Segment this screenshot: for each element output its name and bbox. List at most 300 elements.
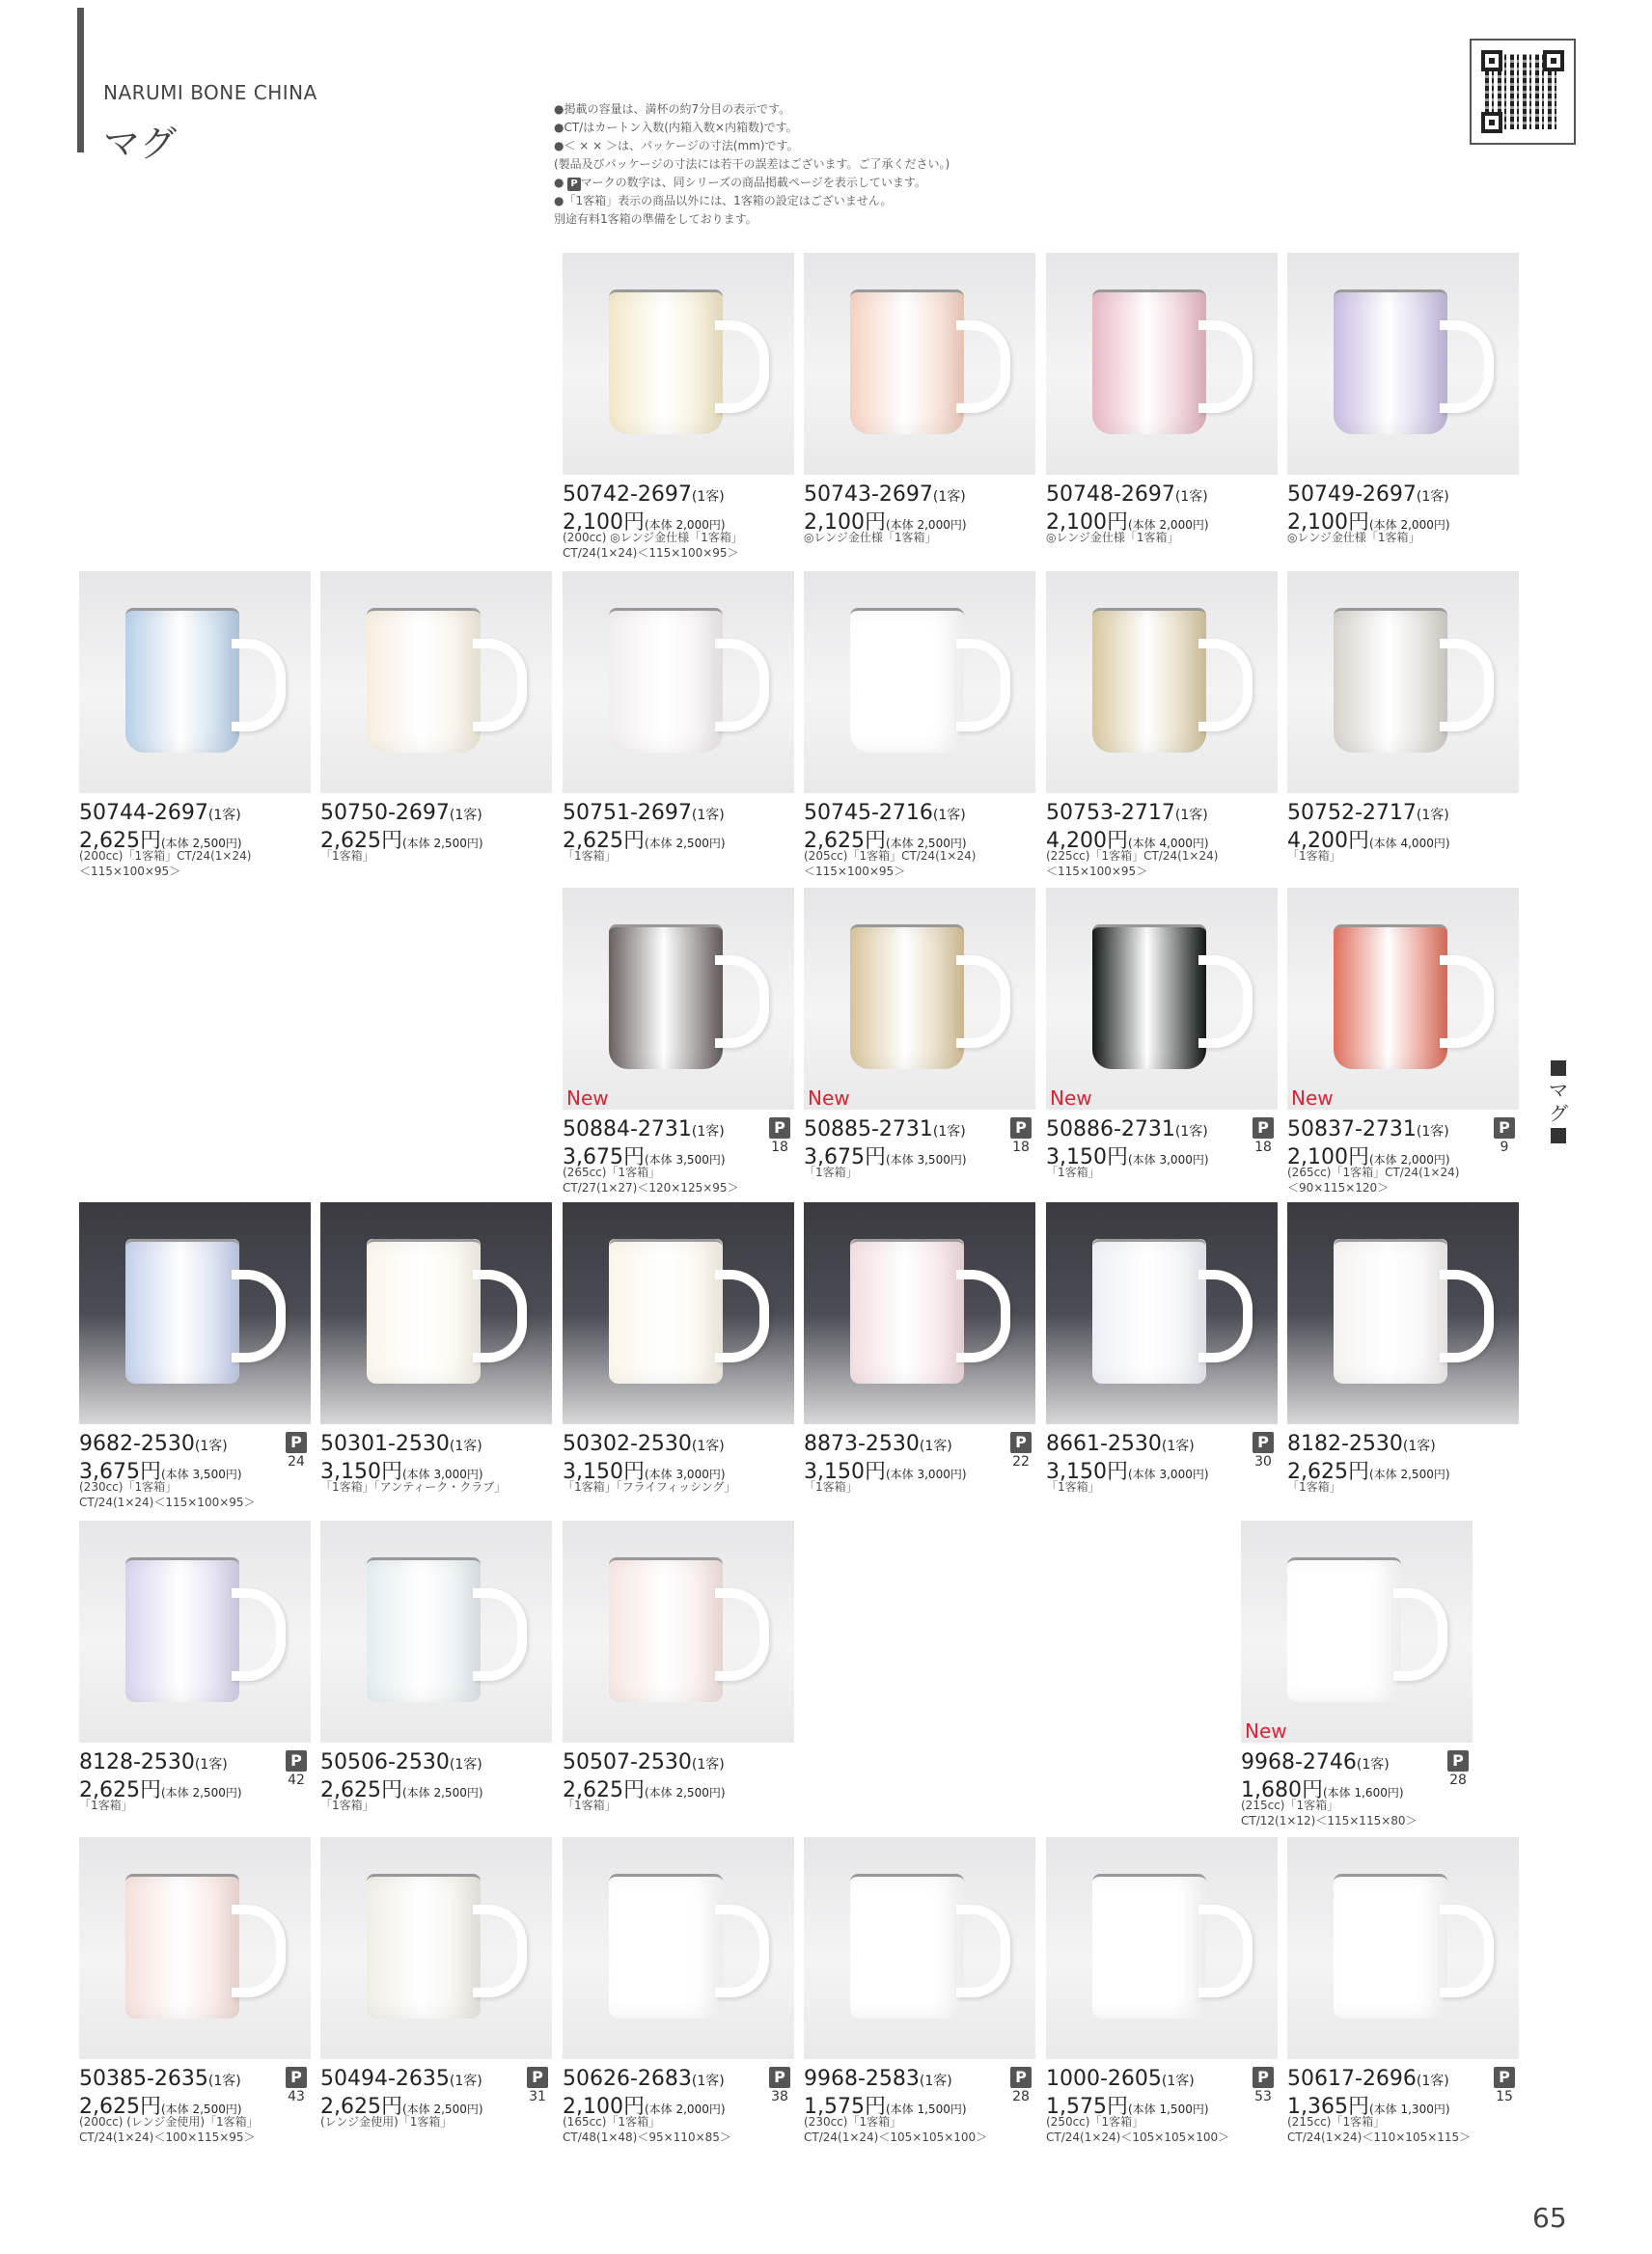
- p-mark-icon: P: [286, 2067, 307, 2088]
- product-card[interactable]: [320, 1202, 552, 1530]
- product-code: [1241, 1750, 1390, 1774]
- product-code: [1287, 1432, 1436, 1456]
- p-mark-icon: P: [1447, 1750, 1469, 1772]
- product-detail: 「1客箱」: [804, 1166, 858, 1179]
- price-text: 3,150円: [563, 1460, 645, 1484]
- product-card[interactable]: [563, 253, 794, 581]
- product-card[interactable]: [1287, 253, 1519, 581]
- price-base: (本体 2,500円): [644, 837, 726, 850]
- mug-handle: [715, 1588, 769, 1681]
- product-code-text: 9968-2583: [804, 2067, 920, 2091]
- series-page-number: 43: [288, 2089, 305, 2104]
- mug-handle: [1440, 1270, 1494, 1362]
- page-title: マグ: [103, 123, 178, 165]
- qr-finder: [1543, 50, 1564, 71]
- header-accent-bar: [77, 8, 84, 152]
- price-text: 1,365円: [1287, 2095, 1369, 2119]
- product-card[interactable]: [804, 253, 1035, 581]
- mug-icon: [125, 1557, 239, 1702]
- price-text: 2,625円: [320, 2095, 402, 2119]
- product-code: [1046, 2067, 1195, 2091]
- product-code: [804, 1117, 966, 1141]
- product-detail: CT/24(1×24)＜110×105×115＞: [1287, 2130, 1472, 2144]
- price-base: (本体 3,000円): [644, 1468, 726, 1481]
- product-count: (1客): [1416, 1124, 1449, 1140]
- mug-icon: [1092, 289, 1206, 434]
- series-page-ref[interactable]: [1447, 1750, 1469, 1788]
- product-code-text: 50886-2731: [1046, 1117, 1175, 1141]
- mug-handle: [715, 639, 769, 731]
- mug-rim: [850, 1239, 964, 1250]
- series-page-ref[interactable]: [286, 1432, 307, 1470]
- mug-rim: [1334, 1874, 1447, 1884]
- product-detail: ＜115×100×95＞: [1046, 865, 1148, 878]
- mug-handle: [1198, 955, 1253, 1048]
- price-base: (本体 2,000円): [644, 2103, 726, 2116]
- product-code: [563, 1750, 725, 1774]
- product-photo: [563, 1837, 794, 2059]
- notes-block: [554, 100, 950, 229]
- product-card[interactable]: [804, 888, 1035, 1216]
- new-badge: New: [1291, 1086, 1334, 1110]
- product-code-text: 50750-2697: [320, 801, 450, 825]
- product-detail: CT/27(1×27)＜120×125×95＞: [563, 1181, 739, 1195]
- product-count: (1客): [449, 808, 482, 823]
- series-page-number: 28: [1012, 2089, 1030, 2104]
- p-mark-icon: P: [1253, 1117, 1274, 1139]
- product-count: (1客): [1174, 489, 1208, 505]
- product-detail: (200cc) ◎レンジ金仕様「1客箱」: [563, 531, 743, 544]
- product-card[interactable]: [79, 571, 311, 899]
- product-count: (1客): [194, 1757, 228, 1773]
- product-card[interactable]: [320, 1521, 552, 1849]
- price-text: 1,575円: [1046, 2095, 1128, 2119]
- mug-handle: [1198, 320, 1253, 413]
- price-base: (本体 2,000円): [1127, 518, 1209, 532]
- mug-rim: [1092, 1874, 1206, 1884]
- price-base: (本体 2,500円): [160, 2103, 242, 2116]
- price-text: 1,680円: [1241, 1778, 1323, 1802]
- product-detail: (265cc)「1客箱」CT/24(1×24): [1287, 1166, 1460, 1179]
- product-photo: [563, 253, 794, 475]
- new-badge: New: [1245, 1719, 1287, 1743]
- product-detail: ◎レンジ金仕様「1客箱」: [1287, 531, 1420, 544]
- qr-code-icon[interactable]: [1470, 39, 1576, 145]
- product-card[interactable]: [79, 1202, 311, 1530]
- product-photo: [804, 1837, 1035, 2059]
- product-card[interactable]: [79, 1521, 311, 1849]
- product-photo: [1287, 571, 1519, 793]
- product-detail: (200cc) (レンジ金使用)「1客箱」: [79, 2115, 259, 2129]
- brand-name: NARUMI BONE CHINA: [103, 81, 317, 104]
- product-detail: 「1客箱」: [320, 1799, 374, 1812]
- mug-rim: [1334, 1239, 1447, 1250]
- product-code: [804, 482, 966, 507]
- new-badge: New: [808, 1086, 850, 1110]
- mug-icon: [125, 1874, 239, 2019]
- p-mark-icon: P: [286, 1750, 307, 1772]
- product-card[interactable]: [79, 1837, 311, 2165]
- price-text: 3,150円: [1046, 1145, 1128, 1169]
- mug-rim: [609, 1557, 723, 1568]
- series-page-ref[interactable]: [286, 1750, 307, 1788]
- product-card[interactable]: [563, 1837, 794, 2165]
- product-count: (1客): [1161, 1439, 1195, 1454]
- series-page-ref[interactable]: [1494, 2067, 1515, 2104]
- product-code: [320, 2067, 482, 2091]
- price-base: (本体 2,500円): [160, 1786, 242, 1800]
- p-mark-icon: P: [527, 2067, 548, 2088]
- product-count: (1客): [691, 1124, 725, 1140]
- mug-icon: [850, 608, 964, 753]
- product-count: (1客): [691, 808, 725, 823]
- product-count: (1客): [449, 1757, 482, 1773]
- product-count: (1客): [207, 2074, 241, 2089]
- product-detail: 「1客箱」: [320, 849, 374, 863]
- product-detail: (225cc)「1客箱」CT/24(1×24): [1046, 849, 1219, 863]
- product-photo: [804, 888, 1035, 1110]
- mug-handle: [1440, 1905, 1494, 1997]
- product-code-text: 1000-2605: [1046, 2067, 1162, 2091]
- product-detail: CT/24(1×24)＜105×105×100＞: [804, 2130, 988, 2144]
- mug-rim: [367, 1239, 481, 1250]
- series-page-number: 28: [1449, 1773, 1467, 1788]
- product-card[interactable]: [563, 1521, 794, 1849]
- product-card[interactable]: [1046, 1837, 1278, 2165]
- product-detail: CT/24(1×24)＜100×115×95＞: [79, 2130, 256, 2144]
- product-code: [79, 2067, 241, 2091]
- product-code: [804, 1432, 952, 1456]
- product-card[interactable]: [1287, 1837, 1519, 2165]
- product-code: [1287, 801, 1449, 825]
- product-code-text: 50385-2635: [79, 2067, 208, 2091]
- product-count: (1客): [691, 1439, 725, 1454]
- product-code-text: 50301-2530: [320, 1432, 450, 1456]
- price-text: 2,625円: [1287, 1460, 1369, 1484]
- mug-handle: [1198, 1905, 1253, 1997]
- product-card[interactable]: [1287, 888, 1519, 1216]
- series-page-ref[interactable]: [769, 2067, 790, 2104]
- product-code-text: 50837-2731: [1287, 1117, 1417, 1141]
- product-photo: [79, 1521, 311, 1743]
- mug-handle: [956, 1905, 1010, 1997]
- mug-handle: [956, 639, 1010, 731]
- product-photo: [1046, 253, 1278, 475]
- product-card[interactable]: [1241, 1521, 1473, 1849]
- product-card[interactable]: [1046, 253, 1278, 581]
- p-mark-icon: P: [769, 2067, 790, 2088]
- mug-handle: [715, 1270, 769, 1362]
- product-code-text: 50745-2716: [804, 801, 933, 825]
- product-card[interactable]: [1046, 1202, 1278, 1530]
- mug-handle: [956, 320, 1010, 413]
- mug-icon: [1334, 924, 1447, 1069]
- series-page-ref[interactable]: [286, 2067, 307, 2104]
- mug-handle: [715, 1905, 769, 1997]
- product-code: [1046, 1432, 1195, 1456]
- product-code-text: 8128-2530: [79, 1750, 195, 1774]
- series-page-ref[interactable]: [1494, 1117, 1515, 1155]
- series-page-ref[interactable]: [1253, 2067, 1274, 2104]
- price-base: (本体 2,500円): [401, 837, 483, 850]
- mug-handle: [956, 955, 1010, 1048]
- price-base: (本体 3,500円): [644, 1153, 726, 1167]
- mug-rim: [1092, 1239, 1206, 1250]
- series-page-ref[interactable]: [1010, 1432, 1032, 1470]
- price-text: 3,675円: [804, 1145, 886, 1169]
- series-page-ref[interactable]: [769, 1117, 790, 1155]
- product-code-text: 50617-2696: [1287, 2067, 1417, 2091]
- product-detail: 「1客箱」: [1287, 849, 1341, 863]
- product-photo: [1046, 1202, 1278, 1424]
- mug-handle: [232, 1588, 286, 1681]
- product-code-text: 8661-2530: [1046, 1432, 1162, 1456]
- product-code-text: 50884-2731: [563, 1117, 692, 1141]
- mug-rim: [609, 924, 723, 935]
- price-base: (本体 4,000円): [1368, 837, 1450, 850]
- mug-handle: [232, 639, 286, 731]
- product-count: (1客): [449, 1439, 482, 1454]
- mug-rim: [1334, 608, 1447, 618]
- product-count: (1客): [691, 489, 725, 505]
- product-code: [1046, 482, 1208, 507]
- price-text: 3,150円: [320, 1460, 402, 1484]
- product-count: (1客): [1416, 2074, 1449, 2089]
- product-detail: CT/48(1×48)＜95×110×85＞: [563, 2130, 731, 2144]
- product-code-text: 50506-2530: [320, 1750, 450, 1774]
- price-text: 1,575円: [804, 2095, 886, 2119]
- mug-icon: [1334, 1874, 1447, 2019]
- product-count: (1客): [449, 2074, 482, 2089]
- mug-rim: [609, 608, 723, 618]
- price-base: (本体 2,000円): [1368, 1153, 1450, 1167]
- mug-icon: [850, 924, 964, 1069]
- product-code: [1287, 482, 1449, 507]
- side-tab-label: マグ: [1549, 1079, 1568, 1125]
- p-mark-icon: P: [286, 1432, 307, 1453]
- product-code-text: 50743-2697: [804, 482, 933, 507]
- price-base: (本体 1,300円): [1368, 2103, 1450, 2116]
- product-detail: 「1客箱」「アンティーク・クラブ」: [320, 1480, 507, 1494]
- product-code-text: 50507-2530: [563, 1750, 692, 1774]
- mug-rim: [1092, 924, 1206, 935]
- product-detail: (レンジ金使用)「1客箱」: [320, 2115, 453, 2129]
- product-card[interactable]: [320, 1837, 552, 2165]
- product-code-text: 50751-2697: [563, 801, 692, 825]
- price-base: (本体 2,000円): [885, 518, 967, 532]
- product-code: [79, 1432, 228, 1456]
- price-text: 2,625円: [79, 2095, 161, 2119]
- product-photo: [320, 1202, 552, 1424]
- series-page-number: 24: [288, 1454, 305, 1470]
- product-detail: 「1客箱」: [563, 849, 617, 863]
- price-text: 2,625円: [79, 1778, 161, 1802]
- product-card[interactable]: [804, 1837, 1035, 2165]
- price-text: 2,100円: [804, 510, 886, 535]
- mug-icon: [609, 608, 723, 753]
- product-code: [320, 801, 482, 825]
- mug-handle: [473, 1588, 527, 1681]
- product-detail: ◎レンジ金仕様「1客箱」: [1046, 531, 1179, 544]
- product-photo: [804, 571, 1035, 793]
- product-detail: CT/24(1×24)＜105×105×100＞: [1046, 2130, 1230, 2144]
- mug-rim: [850, 608, 964, 618]
- product-detail: (265cc)「1客箱」: [563, 1166, 661, 1179]
- mug-icon: [125, 1239, 239, 1384]
- series-page-ref[interactable]: [1010, 1117, 1032, 1155]
- product-count: (1客): [691, 2074, 725, 2089]
- mug-rim: [850, 924, 964, 935]
- series-page-ref[interactable]: [527, 2067, 548, 2104]
- mug-icon: [1092, 1874, 1206, 2019]
- series-page-number: 18: [1012, 1140, 1030, 1155]
- product-count: (1客): [194, 1439, 228, 1454]
- product-code-text: 8182-2530: [1287, 1432, 1403, 1456]
- product-code: [79, 801, 241, 825]
- product-detail: ＜90×115×120＞: [1287, 1181, 1390, 1195]
- product-code: [563, 2067, 725, 2091]
- product-code: [1287, 1117, 1449, 1141]
- product-photo: [320, 1521, 552, 1743]
- product-detail: 「1客箱」: [804, 1480, 858, 1494]
- price-text: 2,625円: [320, 829, 402, 853]
- series-page-number: 15: [1496, 2089, 1513, 2104]
- product-count: (1客): [207, 808, 241, 823]
- p-mark-icon: P: [567, 178, 580, 191]
- mug-handle: [715, 955, 769, 1048]
- mug-rim: [1287, 1557, 1401, 1568]
- series-page-ref[interactable]: [1253, 1432, 1274, 1470]
- series-page-number: 22: [1012, 1454, 1030, 1470]
- product-card[interactable]: [804, 1202, 1035, 1530]
- product-count: (1客): [1402, 1439, 1436, 1454]
- product-detail: 「1客箱」: [1046, 1166, 1100, 1179]
- p-mark-icon: P: [1494, 1117, 1515, 1139]
- mug-icon: [609, 1239, 723, 1384]
- price-base: (本体 2,000円): [1368, 518, 1450, 532]
- price-text: 2,625円: [320, 1778, 402, 1802]
- product-count: (1客): [1174, 1124, 1208, 1140]
- product-code: [79, 1750, 228, 1774]
- product-detail: (230cc)「1客箱」: [79, 1480, 178, 1494]
- note-line: ●CT/はカートン入数(内箱入数×内箱数)です。: [554, 121, 798, 134]
- product-card[interactable]: [804, 571, 1035, 899]
- product-photo: [1287, 1202, 1519, 1424]
- product-detail: CT/24(1×24)＜115×100×95＞: [79, 1496, 256, 1509]
- mug-icon: [609, 289, 723, 434]
- mug-rim: [367, 1874, 481, 1884]
- mug-rim: [125, 1557, 239, 1568]
- section-side-tab[interactable]: [1548, 1058, 1569, 1146]
- product-photo: [804, 253, 1035, 475]
- qr-finder: [1481, 50, 1502, 71]
- note-line: (製品及びパッケージの寸法には若干の誤差はございます。ご了承ください。): [554, 157, 950, 171]
- p-mark-icon: P: [769, 1117, 790, 1139]
- mug-handle: [1440, 320, 1494, 413]
- product-photo: [1046, 1837, 1278, 2059]
- mug-handle: [956, 1270, 1010, 1362]
- product-code: [563, 801, 725, 825]
- product-code: [563, 1432, 725, 1456]
- mug-rim: [125, 1874, 239, 1884]
- tab-square-icon: [1551, 1128, 1566, 1143]
- mug-icon: [125, 608, 239, 753]
- price-base: (本体 2,500円): [644, 1786, 726, 1800]
- price-text: 2,100円: [1046, 510, 1128, 535]
- product-code-text: 50753-2717: [1046, 801, 1175, 825]
- product-photo: [320, 571, 552, 793]
- mug-icon: [367, 1557, 481, 1702]
- price-base: (本体 4,000円): [1127, 837, 1209, 850]
- mug-icon: [609, 924, 723, 1069]
- mug-handle: [1198, 639, 1253, 731]
- mug-rim: [609, 289, 723, 300]
- series-page-number: 18: [771, 1140, 788, 1155]
- product-count: (1客): [1161, 2074, 1195, 2089]
- note-line: ●掲載の容量は、満杯の約7分目の表示です。: [554, 102, 791, 116]
- mug-icon: [850, 1874, 964, 2019]
- product-code-text: 8873-2530: [804, 1432, 920, 1456]
- product-code: [1046, 801, 1208, 825]
- product-detail: ＜115×100×95＞: [79, 865, 181, 878]
- product-card[interactable]: [563, 888, 794, 1216]
- product-code-text: 50302-2530: [563, 1432, 692, 1456]
- p-mark-icon: P: [1010, 2067, 1032, 2088]
- product-card[interactable]: [1287, 1202, 1519, 1530]
- mug-rim: [850, 289, 964, 300]
- mug-rim: [609, 1874, 723, 1884]
- series-page-ref[interactable]: [1010, 2067, 1032, 2104]
- product-card[interactable]: [563, 1202, 794, 1530]
- series-page-ref[interactable]: [1253, 1117, 1274, 1155]
- product-code-text: 50752-2717: [1287, 801, 1417, 825]
- price-base: (本体 2,500円): [401, 1786, 483, 1800]
- product-count: (1客): [932, 1124, 966, 1140]
- product-code-text: 50748-2697: [1046, 482, 1175, 507]
- qr-finder: [1481, 112, 1502, 133]
- product-code: [1287, 2067, 1449, 2091]
- note-line: ●＜ × × ＞は、パッケージの寸法(mm)です。: [554, 139, 799, 152]
- note-bullet: ●: [554, 176, 564, 189]
- product-card[interactable]: [1287, 571, 1519, 899]
- product-code-text: 9682-2530: [79, 1432, 195, 1456]
- price-text: 3,150円: [804, 1460, 886, 1484]
- product-detail: (165cc)「1客箱」: [563, 2115, 661, 2129]
- product-card[interactable]: [1046, 888, 1278, 1216]
- product-card[interactable]: [563, 571, 794, 899]
- product-detail: 「1客箱」「フライフィッシング」: [563, 1480, 736, 1494]
- product-code: [804, 2067, 952, 2091]
- price-text: 4,200円: [1287, 829, 1369, 853]
- mug-handle: [473, 1905, 527, 1997]
- product-detail: (200cc)「1客箱」CT/24(1×24): [79, 849, 252, 863]
- mug-icon: [850, 1239, 964, 1384]
- product-photo: [563, 1202, 794, 1424]
- mug-handle: [715, 320, 769, 413]
- product-card[interactable]: [320, 571, 552, 899]
- product-card[interactable]: [1046, 571, 1278, 899]
- new-badge: New: [1050, 1086, 1092, 1110]
- mug-icon: [367, 608, 481, 753]
- product-detail: (250cc)「1客箱」: [1046, 2115, 1144, 2129]
- product-detail: ◎レンジ金仕様「1客箱」: [804, 531, 937, 544]
- mug-rim: [1092, 289, 1206, 300]
- price-base: (本体 2,500円): [1368, 1468, 1450, 1481]
- series-page-number: 42: [288, 1773, 305, 1788]
- mug-handle: [473, 1270, 527, 1362]
- mug-icon: [1092, 608, 1206, 753]
- mug-icon: [367, 1239, 481, 1384]
